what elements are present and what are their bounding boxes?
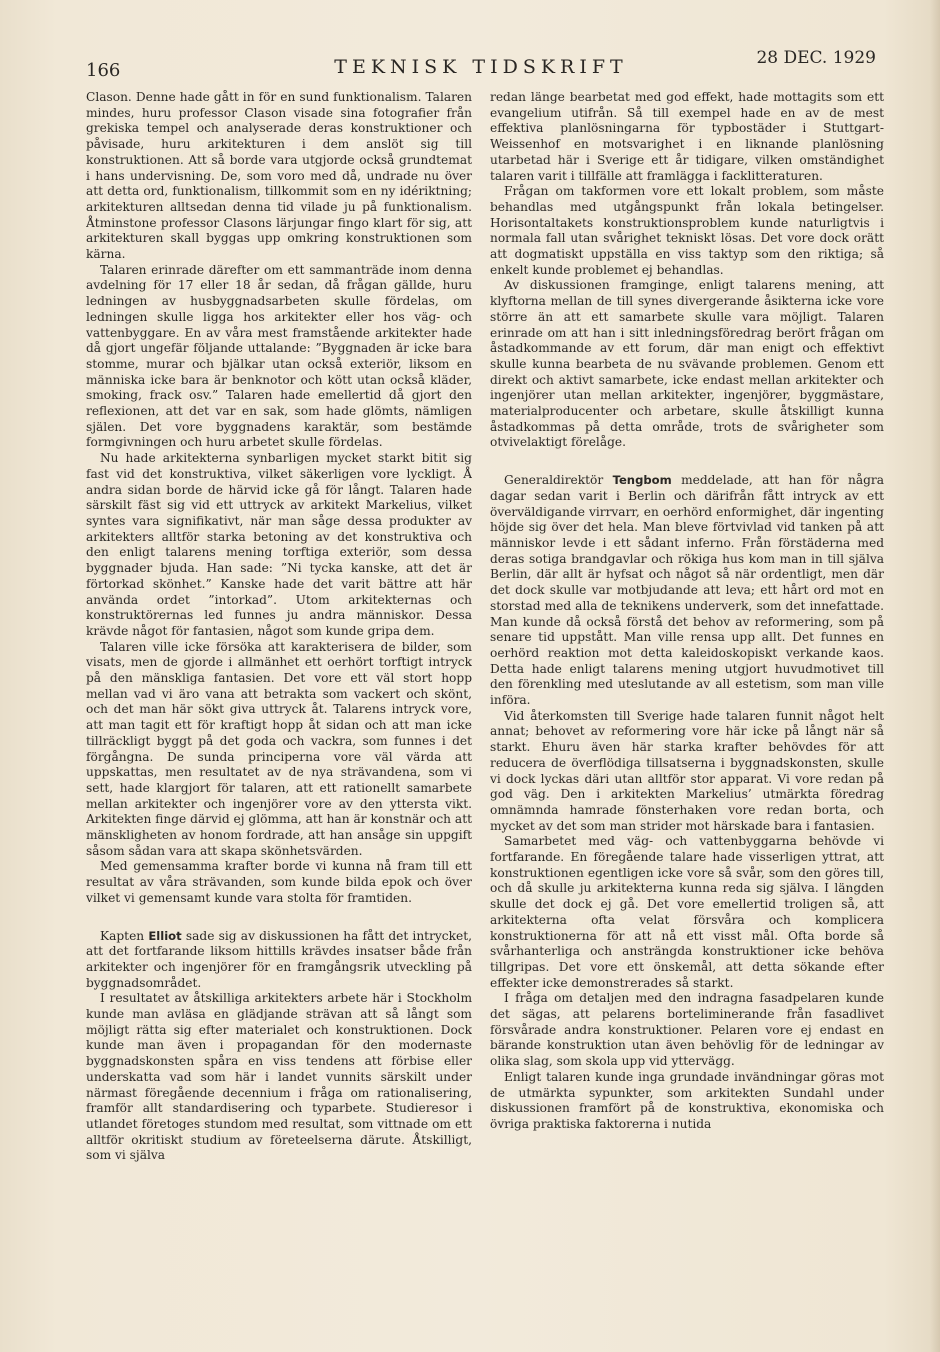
- paragraph: Av diskussionen framginge, enligt talarens mening, att klyftorna mellan de till synes divergerande åsikterna icke vore större än att ett samarbete skulle vara möjligt. Talaren erinrade om att han i sitt inledningsföredrag berört frågan om åstadkommande av ett forum, där man enigt och effektivt skulle kunna bearbeta de nu svävande problemen. Genom ett direkt och aktivt samarbete, icke endast mellan arkitekter och ingenjörer utan mellan arkitekter, ingenjörer, byggmästare, materialproducenter och arbetare, skulle åtskilligt kunna åstadkommas på detta område, trots de svårigheter som otvivelaktigt förelåge.: [490, 278, 884, 450]
- paragraph: Samarbetet med väg- och vattenbyggarna behövde vi fortfarande. En föregående talare hade visserligen yttrat, att konstruktionen egentligen icke vore så svår, som den göres till, och då skulle ju arkitekterna kunna reda sig själva. I längden skulle det dock ej gå. Det vore emellertid troligen så, att arkitekterna ofta velat försvåra och komplicera konstruktionerna för att nå ett visst mål. Ofta borde så svårhanterliga och ansträngda konstruktioner icke behöva tillgripas. Det vore ett önskemål, att detta sökande efter effekter icke demonstrerades så starkt.: [490, 834, 884, 990]
- paragraph-text: sade sig av diskussionen ha fått det intrycket, att det fortfarande liksom hittills krävdes insatser både från arkitekter och ingenjörer för en framgångsrik utveckling på byggnadsområdet.: [86, 928, 472, 990]
- speaker-title: Generaldirektör: [504, 473, 613, 488]
- paragraph: Talaren ville icke försöka att karakterisera de bilder, som visats, men de gjorde i allmänhet ett oerhört torftigt intryck på den mänskliga fantasien. Det vore ett väl stort hopp mellan vad vi äro vana att betrakta som vackert och skönt, och det man här sökt giva uttryck åt. Talarens intryck vore, att man tagit ett för kraftigt hopp åt sidan och att man icke tillräckligt byggt på det goda och vackra, som funnes i det förgångna. De sunda principerna vore väl värda att uppskattas, men resultatet av de nya strävandena, som vi sett, hade klargjort för talaren, att ett rationellt samarbete mellan arkitekter och ingenjörer vore av den yttersta vikt. Arkitekten finge därvid ej glömma, att han är konstnär och att mänskligheten av honom fordrade, att han ansåge sin uppgift såsom sådan vara att skapa skönhetsvärden.: [86, 639, 472, 858]
- page-edge-shadow: [930, 0, 940, 1352]
- paragraph-text: meddelade, att han för några dagar sedan varit i Berlin och därifrån fått intryck av ett överväldigande virrvarr, en oerhörd enformighet, där ingenting höjde sig över det hela. Man bleve förtvivlad vid tanken på att människor levde i ett sådant inferno. Från förstäderna med deras sotiga brandgavlar och rökiga hus kom man in till själva Berlin, där allt är hyfsat och något så när ordentligt, men där det dock skulle var motbjudande att leva; ett hårt ord mot en storstad med alla de teknikens underverk, som det innefattade. Man kunde då också förstå det behov av reformering, som på senare tid uppstått. Man ville rensa upp allt. Det funnes en oerhörd reaktion mot detta kaleidoskopiskt verkande kaos. Detta hade enligt talarens mening utgjort huvudmotivet till den förenkling med uteslutande av all estetism, som man ville införa.: [490, 473, 884, 708]
- speaker-name: Tengbom: [612, 473, 672, 488]
- journal-title: TEKNISK TIDSKRIFT: [334, 56, 628, 78]
- paragraph: redan länge bearbetat med god effekt, hade mottagits som ett evangelium utifrån. Så till exempel hade en av de mest effektiva planlösningarna för typbostäder i Stuttgart-Weissenhof en motsvarighet i en liknande planlösning utarbetad här i Sverige ett år tidigare, vilken omständighet talaren varit i tillfälle att framlägga i facklitteraturen.: [490, 90, 884, 183]
- right-column: [490, 90, 884, 1330]
- left-column: [86, 90, 472, 1330]
- speaker-name: Elliot: [148, 928, 182, 943]
- paragraph: Clason. Denne hade gått in för en sund funktionalism. Talaren mindes, huru professor Clason visade sina fotografier från grekiska tempel och analyserade deras konstruktioner och påvisade, huru arkitekturen i dem anslöt sig till konstruktionen. Att så borde vara utgjorde också grundtemat i hans undervisning. De, som voro med då, undrade nu över att detta ord, funktionalism, tillkommit som en ny idériktning; arkitekturen alltsedan denna tid vilade ju på funktionalism. Åtminstone professor Clasons lärjungar fingo klart för sig, att arkitekturen skall byggas upp omkring konstruktionen som kärna.: [86, 90, 472, 262]
- page-number: 166: [86, 60, 121, 81]
- paragraph: Frågan om takformen vore ett lokalt problem, som måste behandlas med utgångspunkt från lokala betingelser. Horisontaltakets konstruktionsproblem kunde naturligtvis i normala fall utan svårighet tekniskt lösas. Det vore dock orätt att dogmatiskt uppställa en viss taktyp som den riktiga; så enkelt kunde problemet ej behandlas.: [490, 184, 884, 277]
- page-header: [86, 48, 876, 84]
- paragraph: Vid återkomsten till Sverige hade talaren funnit något helt annat; behovet av reformering vore här icke på långt när så starkt. Ehuru även här starka krafter behövdes för att reducera de överflödiga tillsatserna i byggnadskonsten, skulle vi dock lyckas däri utan alltför stor apparat. Vi vore redan på god väg. Den i arkitekten Markelius’ utmärkta föredrag omnämnda hamrade fönsterhaken vore redan borta, och mycket av det som man strider mot härskade bara i fantasien.: [490, 708, 884, 833]
- paragraph: Talaren erinrade därefter om ett sammanträde inom denna avdelning för 17 eller 18 år sedan, då frågan gällde, huru ledningen av husbyggnadsarbeten skulle fördelas, om ledningen skulle ligga hos arkitekter eller hos väg- och vattenbyggare. En av våra mest framstående arkitekter hade då gjort ungefär följande uttalande: ”Byggnaden är icke bara stomme, murar och bjälkar utan också exteriör, liksom en människa icke bara är benknotor och kött utan också kläder, smoking, frack osv.” Talaren hade emellertid då gjort den reflexionen, att det var en sak, som hade glömts, nämligen själen. Det vore byggnadens karaktär, som bestämde formgivningen och huru arbetet skulle fördelas.: [86, 262, 472, 450]
- paragraph: I fråga om detaljen med den indragna fasadpelaren kunde det sägas, att pelarens borteliminerande från fasadlivet försvårade andra konstruktioner. Pelaren vore ej endast en bärande konstruktion utan även behövlig för de ledningar av olika slag, som skola upp vid yttervägg.: [490, 991, 884, 1069]
- issue-date: 28 DEC. 1929: [756, 48, 876, 68]
- speaker-paragraph: [86, 929, 472, 992]
- speaker-paragraph: [490, 473, 884, 709]
- speaker-title: Kapten: [100, 928, 149, 943]
- paragraph: Enligt talaren kunde inga grundade invändningar göras mot de utmärkta sypunkter, som arkitekten Sundahl under diskussionen framfört på de konstruktiva, ekonomiska och övriga praktiska faktorerna i nutida: [490, 1069, 884, 1131]
- paragraph: Nu hade arkitekterna synbarligen mycket starkt bitit sig fast vid det konstruktiva, vilket säkerligen vore lyckligt. Å andra sidan borde de härvid icke gå för långt. Talaren hade särskilt fäst sig vid ett uttryck av arkitekt Markelius, vilket syntes vara signifikativt, när man såge dessa produkter av arkitekters alltför starka betoning av det konstruktiva och den enligt talarens mening torftiga exteriör, som dessa byggnader bjuda. Han sade: ”Ni tycka kanske, att det är förtorkad skönhet.” Kanske hade det varit bättre att här använda ordet ”intorkad”. Utom arkitekternas och konstruktörernas led funnes ju andra människor. Dessa krävde något för fantasien, något som kunde gripa dem.: [86, 451, 472, 638]
- paragraph: Med gemensamma krafter borde vi kunna nå fram till ett resultat av våra strävanden, som kunde bilda epok och över vilket vi gemensamt kunde vara stolta för framtiden.: [86, 859, 472, 905]
- paragraph: I resultatet av åtskilliga arkitekters arbete här i Stockholm kunde man avläsa en glädjande strävan att så långt som möjligt rätta sig efter materialet och konstruktionen. Dock kunde man även i propagandan för den modernaste byggnadskonsten spåra en viss tendens att förbise eller underskatta vad som här i landet vunnits särskilt under närmast föregående decennium i fråga om rationalisering, framför allt standardisering och typarbete. Studieresor i utlandet företoges stundom med resultat, som vittnade om ett alltför okritiskt studium av företeelserna därute. Åtskilligt, som vi själva: [86, 991, 472, 1163]
